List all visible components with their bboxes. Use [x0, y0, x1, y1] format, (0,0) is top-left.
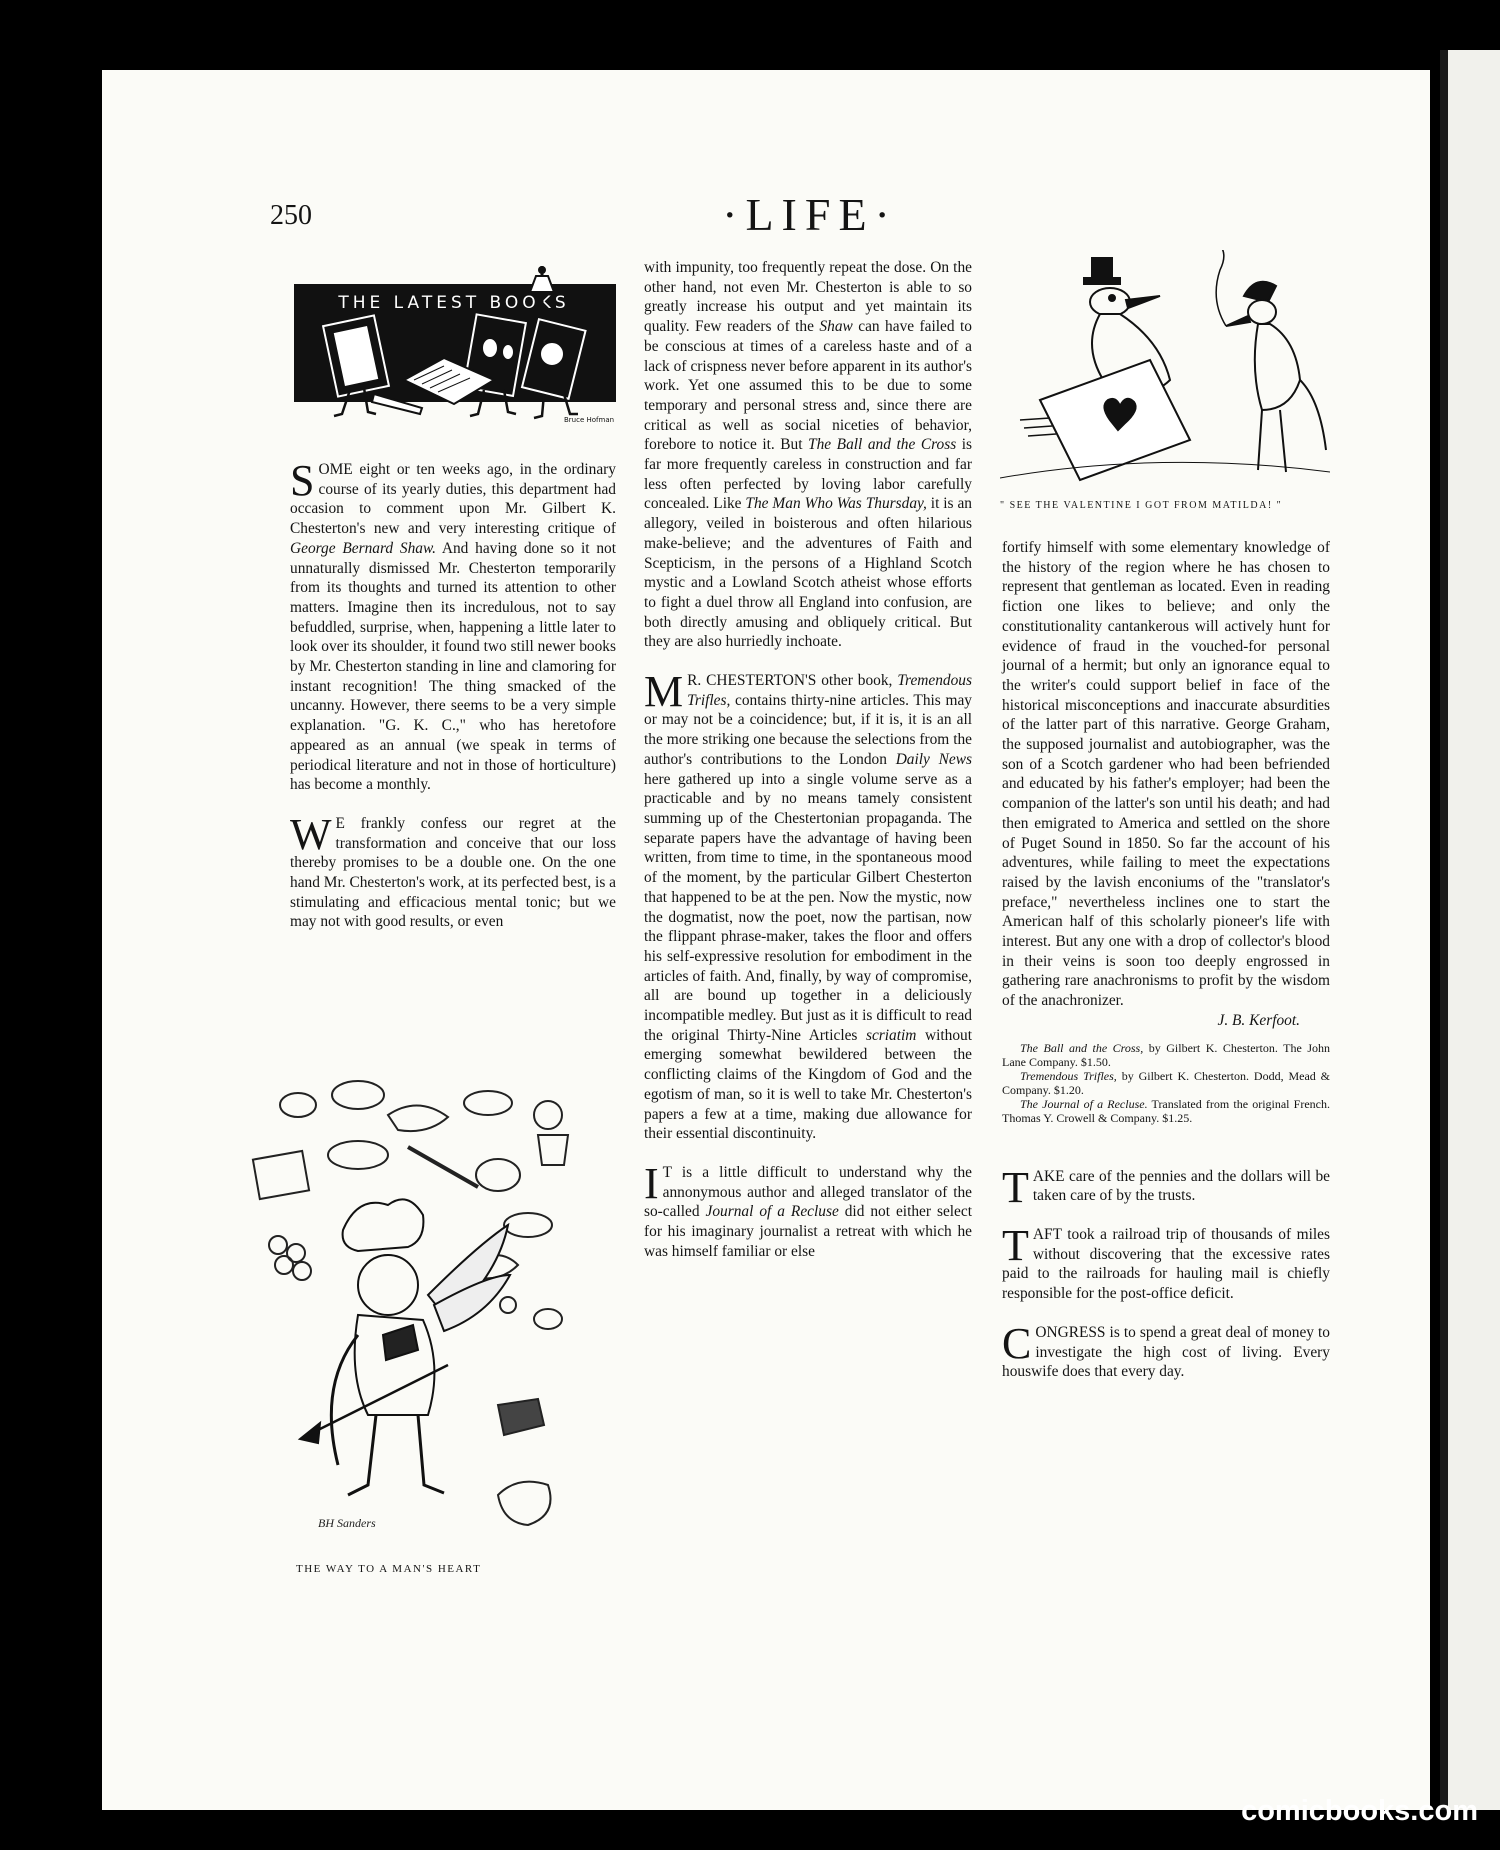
- drop-cap: T: [1002, 1162, 1029, 1212]
- masthead: ·LIFE·: [722, 189, 898, 240]
- paragraph: I T is a little difficult to understand why the annonymous author and alleged translator of the so-called Journal of a Recluse did not either select for his imaginary journalist a retreat with which he was himself familiar or else: [644, 1158, 972, 1260]
- credit-line: The Journal of a Recluse. Translated from the original French. Thomas Y. Crowell & Company. $1.25.: [1002, 1096, 1330, 1125]
- illustration-caption: THE WAY TO A MAN'S HEART: [296, 1563, 482, 1575]
- adjacent-page: [1448, 50, 1500, 1810]
- banner-signature: Bruce Hofman: [564, 416, 615, 424]
- drop-cap: S: [290, 456, 315, 505]
- drop-cap: M: [644, 667, 684, 717]
- credit-line: Tremendous Trifles, by Gilbert K. Chesterton. Dodd, Mead & Company. $1.20.: [1002, 1068, 1330, 1097]
- paragraph: CONGRESS is to spend a great deal of money to investigate the high cost of living. Every houswife does that every day.: [1002, 1318, 1330, 1381]
- binding-edge: [1440, 50, 1448, 1810]
- drop-cap: C: [1002, 1318, 1032, 1368]
- drop-cap: T: [1002, 1220, 1029, 1270]
- column-3: [1002, 538, 1330, 1382]
- paragraph: fortify himself with some elementary knowledge of the history of the region where he has chosen to represent that gentleman as located. Even in reading fiction one likes to believe; and only the constitutionality cantankerous will actively hunt for evidence of fraud in the vouched-for personal journal of a hermit; but only an ignorance equal to the writer's could support belief in face of the historical misconceptions and inaccurate absurdities of the latter part of this narrative. George Graham, the supposed journalist and autobiographer, was the son of a Scotch gardener who had been befriended and educated by his father's employer; had been the companion of the latter's son until his death; and had then emigrated to America and settled on the shore of Puget Sound in 1850. So far the account of his adventures, while failing to meet the expectations raised by the lavish enconiums of the "translator's preface," nevertheless inclines one to start the American half of this scholarly pioneer's life with interest. But any one with a drop of collector's blood in their veins is soon too deeply engrossed in gathering rare anachronisms to profit by the wisdom of the anachronizer.: [1002, 539, 1330, 1010]
- illustration-caption: " SEE THE VALENTINE I GOT FROM MATILDA! ": [1000, 500, 1283, 511]
- drop-cap: I: [644, 1158, 659, 1208]
- paragraph: TAKE care of the pennies and the dollars will be taken care of by the trusts.: [1002, 1162, 1330, 1212]
- page-number: 250: [270, 200, 312, 231]
- paragraph: SOME eight or ten weeks ago, in the ordinary course of its yearly duties, this department had occasion to comment upon Mr. Gilbert K. Chesterton's new and very interesting critique of George Bernard Shaw. And having done so it not unnaturally dismissed Mr. Chesterton temporarily from its thoughts and turned its attention to other matters. Imagine then its incredulous, not to say befuddled, surprise, when, happening a little later to look over its shoulder, it found two still newer books by Mr. Chesterton standing in line and clamoring for instant recognition! The thing smacked of the uncanny. However, there seems to be a very simple explanation. "G. K. C.," who has heretofore appeared as an annual (we speak in terms of periodical literature and not in those of horticulture) has become a monthly.: [290, 456, 617, 794]
- drop-cap: W: [290, 809, 332, 859]
- banner-title: THE LATEST BOOKS: [338, 293, 570, 313]
- illustration-signature: BH Sanders: [318, 1516, 376, 1530]
- column-2: [644, 258, 972, 1261]
- credit-line: The Ball and the Cross, by Gilbert K. Chesterton. The John Lane Company. $1.50.: [1002, 1040, 1330, 1069]
- cupid-chef-illustration: [248, 1075, 618, 1555]
- book-credits: [1002, 1041, 1330, 1125]
- paragraph: W E frankly confess our regret at the transformation and conceive that our loss thereby promises to be a double one. On the one hand Mr. Chesterton's work, at its perfected best, is a stimulating and efficacious mental tonic; but we may not with good results, or even: [290, 809, 616, 931]
- paragraph: with impunity, too frequently repeat the dose. On the other hand, not even Mr. Chesterton is able to so greatly increase his output and yet maintain its quality. Few readers of the Shaw can have failed to be conscious at times of a careless haste and of a lack of crispness never before apparent in its author's work. Yet one assumed this to be due to some temporary and personal stress and, since there are critical as well as social niceties of behavior, forebore to notice it. But The Ball and the Cross is far more frequently careless in construction and far less often perfected by loving labor carefully concealed. Like The Man Who Was Thursday, it is an allegory, veiled in boisterous and often hilarious make-believe; and the adventures of Faith and Scepticism, in the persons of a Highland Scotch mystic and a Lowland Scotch atheist whose efforts to fight a duel throw all England into confusion, are both directly amusing and obliquely critical. But they are also hurriedly inchoate.: [644, 259, 973, 651]
- valentine-birds-illustration: [1000, 250, 1330, 490]
- column-1: [290, 456, 617, 932]
- latest-books-banner: [294, 262, 616, 432]
- paragraph: M R. CHESTERTON'S other book, Tremendous Trifles, contains thirty-nine articles. This may or may not be a coincidence; but, if it is, it is an all the more striking one because the selections from the author's contributions to the London Daily News here gathered up into a single volume serve as a practicable and by no means tamely consistent summing up of the Chestertonian propaganda. The separate papers have the advantage of having been written, from time to time, in the spontaneous mood of the moment, by the particular Gilbert Chesterton that happened to be at the pen. Now the mystic, now the dogmatist, now the poet, now the partisan, now the flippant phrase-maker, takes the floor and offers his self-expressive resolution for embodiment in the articles of faith. And, finally, by way of compromise, all are bound up together in a deliciously incompatible medley. But just as it is difficult to read the original Thirty-Nine Articles scriatim without emerging somewhat bewildered between the conflicting claims of the Kingdom of God and the egotism of man, so it is well to take Mr. Chesterton's papers a few at a time, making due allowance for their essential discontinuity.: [644, 667, 972, 1143]
- paragraph: TAFT took a railroad trip of thousands of miles without discovering that the excessive rates paid to the railroads for hauling mail is chiefly responsible for the post-office deficit.: [1002, 1220, 1330, 1303]
- watermark: comicbooks.com: [1241, 1795, 1478, 1827]
- author-signature: J. B. Kerfoot.: [1217, 1011, 1300, 1029]
